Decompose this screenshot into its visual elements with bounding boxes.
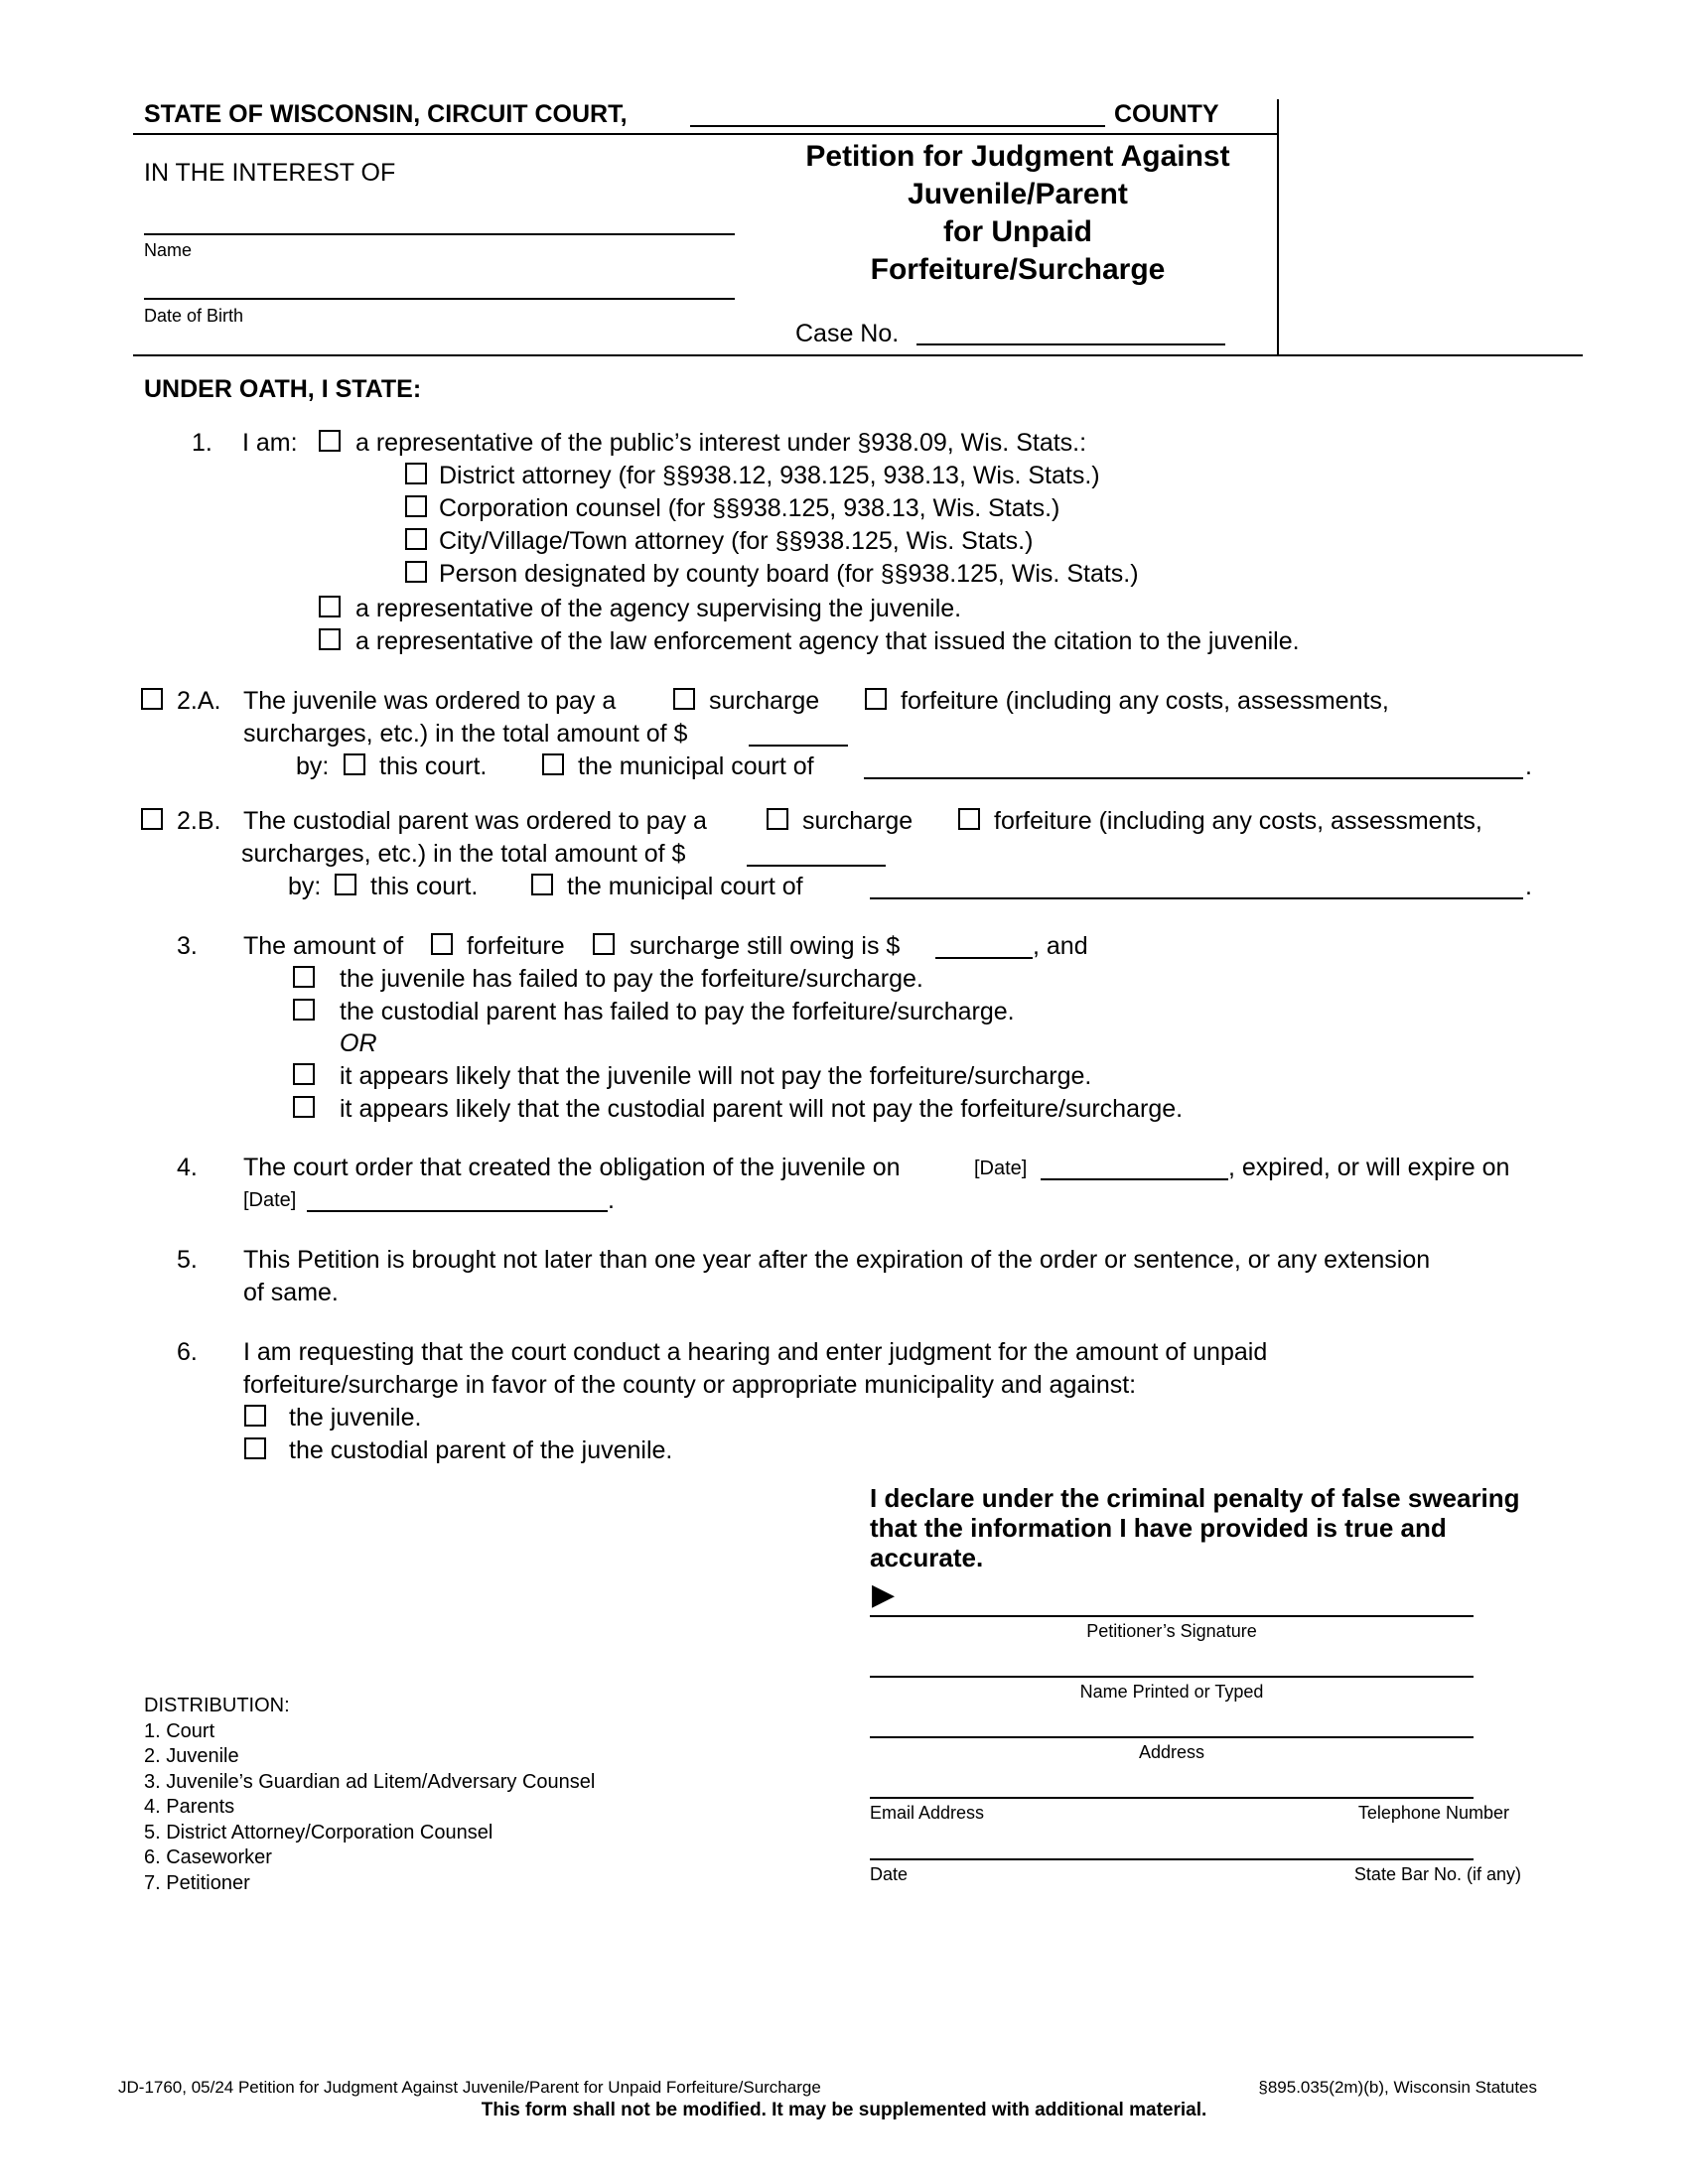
- title-line-4: Forfeiture/Surcharge: [870, 253, 1166, 286]
- header-rule: [133, 133, 1277, 135]
- total-amount-field[interactable]: [747, 865, 886, 867]
- declaration-line-1: I declare under the criminal penalty of false swearing: [870, 1483, 1520, 1513]
- court-prefix: STATE OF WISCONSIN, CIRCUIT COURT,: [144, 100, 628, 128]
- parent-failed-checkbox[interactable]: [293, 999, 315, 1021]
- forfeiture-checkbox[interactable]: [431, 933, 453, 955]
- public-rep-checkbox[interactable]: [319, 430, 341, 452]
- item-number: 2.A.: [177, 687, 221, 715]
- forfeiture-label: forfeiture (including any costs, assessments,: [901, 687, 1389, 715]
- case-no-field[interactable]: [916, 343, 1225, 345]
- interest-of-label: IN THE INTEREST OF: [144, 159, 396, 187]
- parent-failed-label: the custodial parent has failed to pay the forfeiture/surcharge.: [340, 998, 1015, 1025]
- surcharge-label: surcharge: [709, 687, 820, 715]
- title-line-3: for Unpaid: [943, 215, 1092, 248]
- period: .: [1525, 873, 1532, 900]
- order-date-field[interactable]: [1041, 1178, 1228, 1180]
- county-label: COUNTY: [1114, 100, 1219, 128]
- distribution-item: 4. Parents: [144, 1796, 235, 1818]
- surcharge-checkbox[interactable]: [767, 808, 788, 830]
- by-label: by:: [296, 752, 330, 780]
- distribution-list: [144, 1694, 595, 1896]
- modification-notice: This form shall not be modified. It may be supplemented with additional material.: [481, 2100, 1207, 2120]
- date-tag-2: [Date]: [243, 1189, 297, 1211]
- form-id: JD-1760, 05/24 Petition for Judgment Against Juvenile/Parent for Unpaid Forfeiture/Surcharge: [118, 2078, 821, 2097]
- forfeiture-label: forfeiture (including any costs, assessments,: [994, 807, 1482, 835]
- total-amount-field[interactable]: [749, 745, 848, 747]
- oath-heading: UNDER OATH, I STATE:: [144, 375, 422, 403]
- item-lead: The court order that created the obligation of the juvenile on: [243, 1154, 901, 1181]
- county-board-designee-label: Person designated by county board (for §§938.125, Wis. Stats.): [439, 560, 1139, 588]
- address-field[interactable]: [870, 1736, 1474, 1738]
- dob-field[interactable]: [144, 298, 735, 300]
- distribution-item: 1. Court: [144, 1719, 215, 1742]
- signature-field[interactable]: [870, 1615, 1474, 1617]
- juvenile-name-field[interactable]: [144, 233, 735, 235]
- item-number: 4.: [177, 1154, 198, 1181]
- name-printed-label: Name Printed or Typed: [1079, 1682, 1264, 1702]
- county-input[interactable]: [690, 125, 1105, 127]
- item-2a-checkbox[interactable]: [141, 688, 163, 710]
- or-label: OR: [340, 1029, 377, 1057]
- municipal-court-field[interactable]: [870, 897, 1523, 899]
- item-lead: The custodial parent was ordered to pay a: [243, 807, 707, 835]
- total-amount-label: surcharges, etc.) in the total amount of $: [243, 720, 688, 748]
- item-number: 6.: [177, 1338, 198, 1366]
- declaration-text: [870, 1483, 1520, 1572]
- item-number: 5.: [177, 1246, 198, 1274]
- title-line-2: Juvenile/Parent: [908, 178, 1128, 210]
- surcharge-checkbox[interactable]: [593, 933, 615, 955]
- total-amount-label: surcharges, etc.) in the total amount of $: [241, 840, 686, 868]
- item-line-1: I am requesting that the court conduct a hearing and enter judgment for the amount of unpaid: [243, 1338, 1268, 1366]
- district-attorney-checkbox[interactable]: [405, 463, 427, 484]
- form-title: [755, 138, 1281, 289]
- header-bottom-rule: [133, 354, 1583, 356]
- dob-label: Date of Birth: [144, 306, 244, 326]
- parent-unlikely-checkbox[interactable]: [293, 1096, 315, 1118]
- municipal-court-checkbox[interactable]: [531, 874, 553, 895]
- item-lead: I am:: [242, 429, 298, 457]
- item-lead: The juvenile was ordered to pay a: [243, 687, 617, 715]
- this-court-checkbox[interactable]: [344, 753, 365, 775]
- and-label: , and: [1033, 932, 1088, 960]
- distribution-item: 3. Juvenile’s Guardian ad Litem/Adversary Counsel: [144, 1770, 596, 1793]
- amount-owing-field[interactable]: [935, 957, 1033, 959]
- item-line-2: forfeiture/surcharge in favor of the county or appropriate municipality and against:: [243, 1371, 1137, 1399]
- municipal-court-label: the municipal court of: [578, 752, 814, 780]
- expire-label: , expired, or will expire on: [1228, 1154, 1510, 1181]
- signature-label: Petitioner’s Signature: [1086, 1621, 1257, 1641]
- period: .: [1525, 752, 1532, 780]
- signature-arrow-icon: ▶: [872, 1578, 896, 1611]
- statute-ref: §895.035(2m)(b), Wisconsin Statutes: [1258, 2078, 1537, 2097]
- period: .: [608, 1186, 615, 1214]
- address-label: Address: [1138, 1742, 1205, 1762]
- district-attorney-label: District attorney (for §§938.12, 938.125, 938.13, Wis. Stats.): [439, 462, 1100, 489]
- surcharge-owing-label: surcharge still owing is $: [630, 932, 901, 960]
- email-label: Email Address: [870, 1803, 985, 1823]
- law-enforcement-rep-label: a representative of the law enforcement agency that issued the citation to the juvenile.: [355, 627, 1300, 655]
- forfeiture-checkbox[interactable]: [865, 688, 887, 710]
- this-court-label: this court.: [370, 873, 479, 900]
- this-court-label: this court.: [379, 752, 488, 780]
- distribution-item: 2. Juvenile: [144, 1745, 239, 1767]
- name-label: Name: [144, 240, 193, 260]
- by-label: by:: [288, 873, 322, 900]
- forfeiture-checkbox[interactable]: [958, 808, 980, 830]
- city-attorney-label: City/Village/Town attorney (for §§938.125, Wis. Stats.): [439, 527, 1034, 555]
- against-juvenile-label: the juvenile.: [289, 1404, 422, 1432]
- parent-unlikely-label: it appears likely that the custodial parent will not pay the forfeiture/surcharge.: [340, 1095, 1184, 1123]
- distribution-item: 5. District Attorney/Corporation Counsel: [144, 1821, 493, 1843]
- forfeiture-label: forfeiture: [467, 932, 565, 960]
- date-barno-field[interactable]: [870, 1858, 1474, 1860]
- email-phone-field[interactable]: [870, 1797, 1474, 1799]
- municipal-court-field[interactable]: [864, 777, 1523, 779]
- item-number: 2.B.: [177, 807, 221, 835]
- item-number: 3.: [177, 932, 198, 960]
- juvenile-unlikely-checkbox[interactable]: [293, 1063, 315, 1085]
- item-line-1: This Petition is brought not later than one year after the expiration of the order or sentence, or any extension: [243, 1246, 1431, 1274]
- declaration-line-3: accurate.: [870, 1543, 984, 1572]
- item-line-2: of same.: [243, 1279, 339, 1306]
- distribution-item: 7. Petitioner: [144, 1871, 250, 1894]
- telephone-label: Telephone Number: [1357, 1803, 1509, 1823]
- corporation-counsel-checkbox[interactable]: [405, 495, 427, 517]
- distribution-item: 6. Caseworker: [144, 1846, 272, 1868]
- expire-date-field[interactable]: [307, 1210, 608, 1212]
- surcharge-label: surcharge: [802, 807, 914, 835]
- distribution-title: DISTRIBUTION:: [144, 1695, 290, 1716]
- city-attorney-checkbox[interactable]: [405, 528, 427, 550]
- item-number: 1.: [192, 429, 212, 457]
- law-enforcement-rep-checkbox[interactable]: [319, 628, 341, 650]
- declaration-line-2: that the information I have provided is true and: [870, 1513, 1447, 1543]
- item-lead: The amount of: [243, 932, 404, 960]
- municipal-court-label: the municipal court of: [567, 873, 803, 900]
- title-line-1: Petition for Judgment Against: [805, 140, 1230, 173]
- agency-rep-label: a representative of the agency supervising the juvenile.: [355, 595, 962, 622]
- state-bar-label: State Bar No. (if any): [1353, 1864, 1521, 1884]
- against-juvenile-checkbox[interactable]: [244, 1405, 266, 1427]
- case-no-label: Case No.: [795, 320, 900, 347]
- this-court-checkbox[interactable]: [335, 874, 356, 895]
- corporation-counsel-label: Corporation counsel (for §§938.125, 938.13, Wis. Stats.): [439, 494, 1060, 522]
- agency-rep-checkbox[interactable]: [319, 596, 341, 617]
- name-printed-field[interactable]: [870, 1676, 1474, 1678]
- public-rep-label: a representative of the public’s interest under §938.09, Wis. Stats.:: [355, 429, 1087, 457]
- county-board-designee-checkbox[interactable]: [405, 561, 427, 583]
- juvenile-failed-label: the juvenile has failed to pay the forfeiture/surcharge.: [340, 965, 923, 993]
- juvenile-failed-checkbox[interactable]: [293, 966, 315, 988]
- date-tag: [Date]: [974, 1158, 1028, 1179]
- surcharge-checkbox[interactable]: [673, 688, 695, 710]
- against-parent-label: the custodial parent of the juvenile.: [289, 1436, 673, 1464]
- item-2b-checkbox[interactable]: [141, 808, 163, 830]
- date-label: Date: [870, 1864, 909, 1884]
- juvenile-unlikely-label: it appears likely that the juvenile will not pay the forfeiture/surcharge.: [340, 1062, 1092, 1090]
- against-parent-checkbox[interactable]: [244, 1437, 266, 1459]
- municipal-court-checkbox[interactable]: [542, 753, 564, 775]
